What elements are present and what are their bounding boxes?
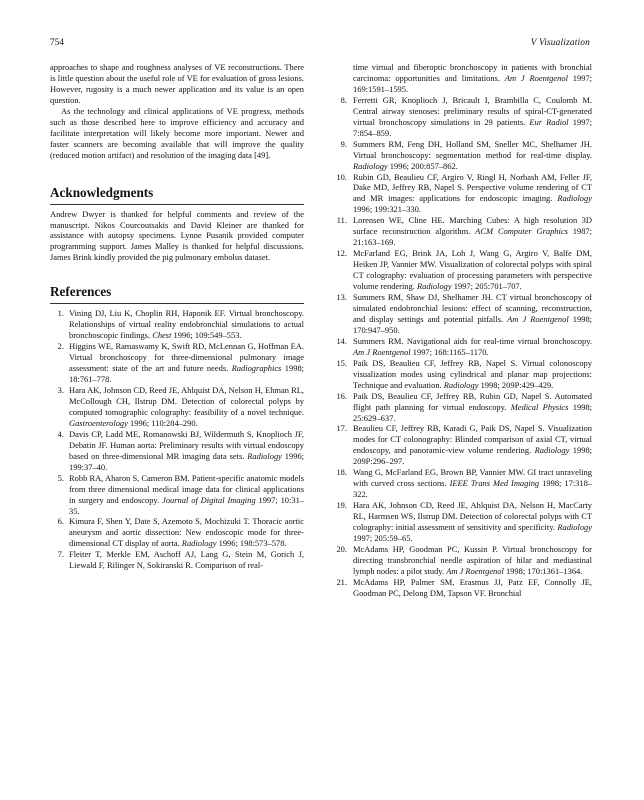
reference-item	[50, 308, 304, 341]
reference-citation: 1998; 170:947–950.	[353, 313, 593, 335]
reference-citation: 1998; 170:1361–1364.	[505, 565, 583, 576]
reference-item	[329, 423, 592, 467]
reference-body: Robb RA, Aharon S, Cameron BM. Patient-specific anatomic models from three dimensional medical image data for clinical applications in surgery and endoscopy.	[69, 472, 304, 505]
reference-text	[69, 341, 304, 385]
reference-number: 18.	[336, 467, 347, 478]
references-heading: References	[50, 284, 112, 300]
reference-text	[353, 544, 592, 577]
reference-number: 17.	[336, 423, 347, 434]
reference-item	[329, 577, 592, 599]
reference-text	[353, 248, 592, 292]
reference-number: 1.	[57, 308, 64, 319]
reference-body: McAdams HP, Palmer SM, Erasmus JJ, Patz EF, Connolly JE, Goodman PC, Delong DM, Tapson VF. Bronchial	[353, 576, 592, 598]
reference-text	[353, 62, 592, 95]
reference-citation: 1996; 198:573–578.	[218, 538, 287, 549]
reference-citation: 1997; 205:701–707.	[453, 281, 522, 292]
acknowledgments-heading: Acknowledgments	[50, 184, 154, 200]
reference-body: Hara AK, Johnson CD, Reed JE, Ahlquist DA, Nelson H, MacCarty RL, Harmsen WS, Ilstrup DM. Detection of colorectal polyps with CT colography: initial assessment of sensitivity and specificity.	[353, 500, 592, 533]
reference-item	[329, 391, 592, 424]
reference-item	[329, 292, 592, 336]
reference-citation: 1998; 209P:429–429.	[480, 379, 554, 390]
reference-journal: Radiology	[557, 193, 592, 204]
reference-item	[329, 467, 592, 500]
reference-journal: Eur Radiol	[529, 116, 569, 127]
reference-text	[69, 429, 304, 473]
reference-body: time virtual and fiberoptic bronchoscopy in patients with bronchial carcinoma: opportunities and limitations.	[353, 62, 592, 83]
reference-citation: 1997; 10:31–35.	[69, 494, 305, 516]
references-section	[50, 284, 304, 571]
reference-text	[69, 473, 304, 517]
reference-text	[353, 467, 592, 500]
reference-text	[353, 139, 592, 172]
reference-text	[353, 358, 592, 391]
reference-number: 12.	[336, 248, 347, 259]
body-paragraph: As the technology and clinical applications of VE progress, methods such as those described here to improve efficiency and accuracy and facilitate interpretation will likely become more important. Newer and faster scanners are becoming available that will improve the quality (reduced motion artifact) and resolution of the imaging data [49].	[50, 105, 304, 160]
reference-journal: IEEE Trans Med Imaging	[449, 478, 540, 489]
heading-rule	[50, 204, 304, 205]
running-title: V Visualization	[530, 38, 590, 48]
reference-item	[50, 549, 304, 571]
reference-item	[50, 473, 304, 517]
reference-number: 10.	[336, 171, 347, 182]
reference-journal: Medical Physics	[510, 401, 569, 412]
reference-body: Kimura F, Shen Y, Date S, Azemoto S, Mochizuki T. Thoracic aortic aneurysm and aortic dissection: New endoscopic mode for three-dimensional CT display of aorta.	[69, 516, 304, 549]
reference-text	[353, 215, 592, 248]
reference-citation: 1996; 199:37–40.	[69, 450, 305, 472]
reference-body: Beaulieu CF, Jeffrey RB, Karadi G, Paik DS, Napel S. Visualization modes for CT colonography: Blinded comparison of axial CT, virtual endoscopy, and panoramic-view volume rendering.	[353, 423, 592, 456]
reference-citation: 1996; 110:284–290.	[130, 417, 198, 428]
reference-journal: Radiology	[247, 450, 282, 461]
reference-item	[329, 544, 592, 577]
reference-journal: Radiology	[181, 538, 217, 549]
reference-journal: Am J Roentgenol	[446, 565, 504, 576]
reference-journal: Am J Roentgenol	[504, 72, 568, 83]
reference-item	[50, 429, 304, 473]
reference-journal: Am J Roentgenol	[507, 313, 569, 324]
reference-item	[329, 95, 592, 139]
reference-item	[50, 516, 304, 549]
reference-item	[329, 358, 592, 391]
reference-text	[353, 95, 592, 139]
reference-body: Hara AK, Johnson CD, Reed JE, Ahlquist DA, Nelson H, Ehman RL, McCollough CH, Ilstrup DM. Detection of colorectal polyps by computed tomographic colography: feasibility of a novel technique.	[69, 385, 304, 417]
reference-number: 2.	[57, 341, 64, 352]
reference-citation: 1996; 200:857–862.	[389, 160, 458, 171]
reference-body: Rubin GD, Beaulieu CF, Argiro V, Ringl H, Norbash AM, Feller JF, Dake MD, Jeffrey RB, Napel S. Perspective volume rendering of CT and MR images: applications for endoscopic imaging.	[353, 171, 592, 204]
reference-journal: Chest	[152, 330, 172, 341]
reference-body: Wang G, McFarland EG, Brown BP, Vannier MW. GI tract unraveling with curved cross sections.	[353, 467, 592, 489]
reference-number: 9.	[340, 138, 347, 149]
reference-body: Summers RM, Shaw DJ, Shelhamer JH. CT virtual bronchoscopy of simulated endobronchial lesions: effect of scanning, reconstruction, and display settings and potential pitfalls.	[353, 292, 592, 324]
reference-item	[329, 336, 592, 358]
reference-journal: Radiology	[557, 522, 593, 533]
reference-text	[353, 172, 592, 216]
reference-number: 7.	[57, 549, 64, 560]
reference-body: Vining DJ, Liu K, Choplin RH, Haponik EF. Virtual bronchoscopy. Relationships of virtual reality endobronchial simulations to actual bronchoscopic findings.	[69, 308, 304, 341]
reference-text	[353, 423, 592, 467]
reference-body: Summers RM, Feng DH, Holland SM, Sneller MC, Shelhamer JH. Virtual bronchoscopy: segmentation method for real-time display.	[353, 138, 592, 160]
reference-item	[329, 248, 592, 292]
reference-number: 21.	[336, 576, 347, 587]
reference-item	[50, 385, 304, 429]
reference-body: Lorensen WE, Cline HE. Marching Cubes: A high resolution 3D surface reconstruction algorithm.	[353, 215, 592, 237]
reference-citation: 1987; 21:163–169.	[353, 226, 592, 248]
acknowledgments-text: Andrew Dwyer is thanked for helpful comments and review of the manuscript. Nikos Courcoutsakis and David Kleiner are thanked for assistance with autopsy specimens. Lynne Pusanik provided computer programming support. James Malley is thanked for helpful discussions. James Brink kindly provided the pig pulmonary embolus dataset.	[50, 208, 304, 263]
reference-body: Davis CP, Ladd ME, Romanowski BJ, Wildermuth S, Knoplioch JF, Debatin JF. Human aorta: Preliminary results with virtual endoscopy based on three-dimensional MR imaging data sets.	[69, 428, 304, 461]
reference-citation: 1997; 205:59–65.	[353, 532, 413, 543]
reference-journal: Radiology	[416, 281, 452, 292]
reference-body: McAdams HP, Goodman PC, Kussin P. Virtual bronchoscopy for directing transbronchial needle aspiration of hilar and mediastinal lymph nodes: a pilot study.	[353, 543, 592, 576]
reference-journal: Radiology	[534, 445, 570, 456]
reference-item	[329, 139, 592, 172]
reference-journal: Radiology	[443, 379, 479, 390]
reference-number: 5.	[57, 472, 64, 483]
reference-number: 16.	[336, 390, 347, 401]
reference-text	[69, 308, 304, 341]
reference-citation: 1996; 109:549–553.	[173, 330, 242, 341]
reference-text	[353, 500, 592, 544]
reference-item	[50, 341, 304, 385]
reference-number: 15.	[336, 357, 347, 368]
reference-citation: 1998; 25:629–637.	[353, 401, 592, 423]
reference-text	[353, 577, 592, 599]
reference-journal: Am J Roentgenol	[353, 346, 411, 357]
reference-number: 13.	[336, 292, 347, 303]
reference-number: 20.	[336, 543, 347, 554]
references-list-left	[50, 308, 304, 571]
reference-body: Fleiter T, Merkle EM, Aschoff AJ, Lang G, Stein M, Gorich J, Liewald F, Rilinger N, Sokiranski R. Comparison of real-	[69, 549, 304, 571]
reference-body: McFarland EG, Brink JA, Loh J, Wang G, Argiro V, Balfe DM, Heiken JP, Vannier MW. Visualization of colorectal polyps with spiral CT colography: evaluation of processing parameters with perspective volume rendering.	[353, 248, 592, 292]
heading-rule	[50, 303, 304, 304]
reference-body: Paik DS, Beaulieu CF, Jeffrey RB, Rubin GD, Napel S. Automated flight path planning for virtual endoscopy.	[353, 390, 592, 412]
reference-citation: 1997; 169:1591–1595.	[353, 72, 593, 94]
reference-journal: Gastroenterology	[69, 417, 128, 428]
reference-journal: Radiology	[353, 160, 388, 171]
reference-text	[353, 391, 592, 424]
reference-citation: 1998; 17:318–322.	[353, 478, 593, 500]
reference-item	[329, 62, 592, 95]
reference-number: 6.	[57, 516, 64, 527]
reference-number: 14.	[336, 335, 347, 346]
reference-citation: 1998; 209P:296–297.	[353, 445, 593, 467]
reference-body: Higgins WE, Ramaswamy K, Swift RD, McLennan G, Hoffman EA. Virtual bronchoscopy for three-dimensional pulmonary image assessment: state of the art and future needs.	[69, 341, 304, 374]
reference-citation: 1998; 18:761–778.	[69, 363, 305, 385]
reference-number: 3.	[57, 385, 64, 396]
right-column	[329, 62, 592, 599]
page-number: 754	[50, 38, 64, 48]
reference-body: Ferretti GR, Knoplioch J, Bricault I, Brambilla C, Coulomb M. Central airway stenoses: preliminary results of spiral-CT-generated virtual bronchoscopy simulations in 29 patients.	[353, 94, 592, 127]
reference-text	[69, 385, 304, 429]
reference-text	[69, 516, 304, 549]
reference-body: Summers RM. Navigational aids for real-time virtual bronchoscopy.	[353, 335, 592, 346]
acknowledgments-section	[50, 185, 304, 264]
reference-citation: 1997; 168:1165–1170.	[412, 346, 489, 357]
reference-item	[329, 172, 592, 216]
reference-item	[329, 215, 592, 248]
reference-number: 11.	[336, 215, 347, 226]
reference-item	[329, 500, 592, 544]
reference-text	[353, 336, 592, 358]
reference-journal: ACM Computer Graphics	[475, 226, 568, 237]
reference-citation: 1997; 7:854–859.	[353, 116, 593, 138]
reference-body: Paik DS, Beaulieu CF, Jeffrey RB, Napel S. Virtual colonoscopy visualization modes using cylindrical and planar map projections: Technique and evaluation.	[353, 357, 592, 390]
reference-journal: Radiographics	[231, 363, 282, 374]
left-column	[50, 62, 304, 571]
reference-number: 4.	[57, 428, 64, 439]
references-list-right	[329, 62, 592, 599]
reference-text	[353, 292, 592, 336]
reference-number: 19.	[336, 500, 347, 511]
reference-citation: 1996; 199:321–330.	[353, 204, 421, 215]
intro-paragraph: approaches to shape and roughness analyses of VE reconstructions. There is little question about the useful role of VE for evaluation of gross lesions. However, rugosity is a much newer application and its value is an open question.	[50, 62, 304, 105]
page-header	[50, 38, 590, 52]
reference-text	[69, 549, 304, 571]
reference-journal: Journal of Digital Imaging	[162, 494, 256, 505]
reference-number: 8.	[340, 94, 347, 105]
